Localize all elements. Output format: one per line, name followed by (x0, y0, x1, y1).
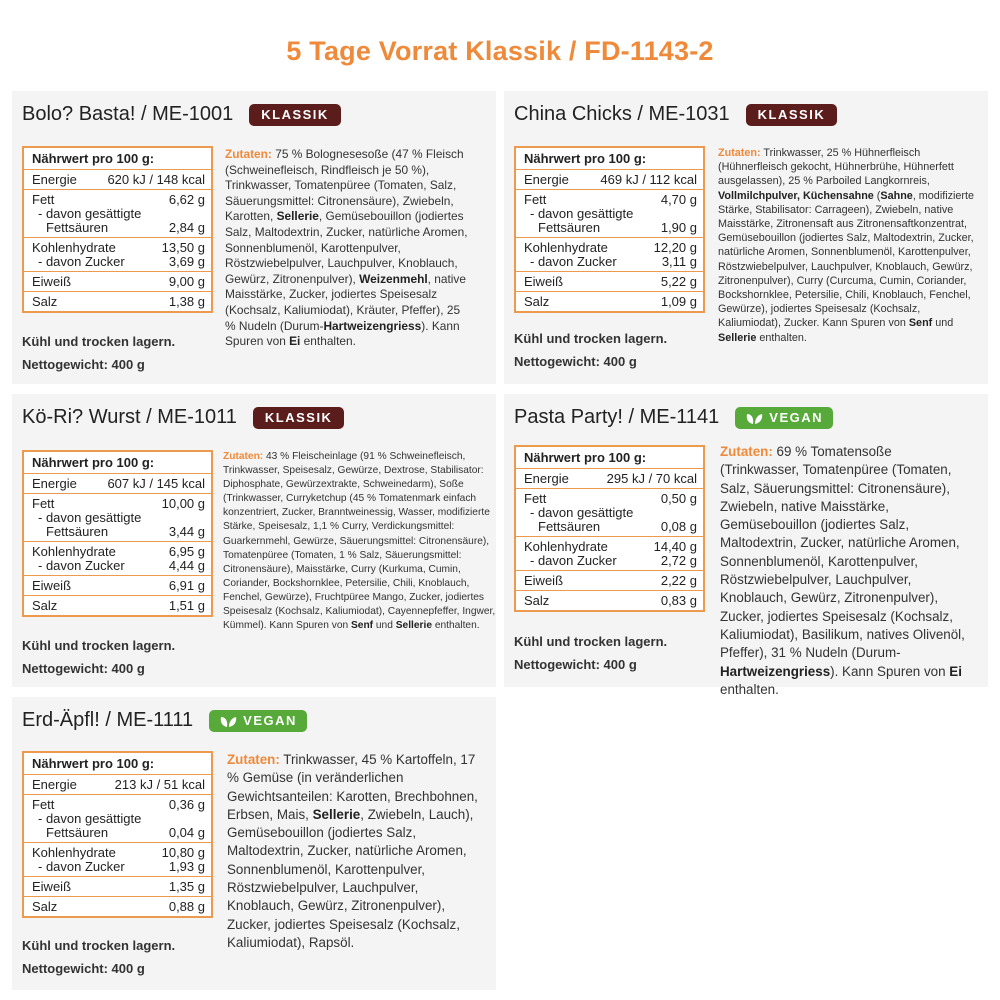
ingredients-segment: und (932, 317, 954, 330)
carbs-value: 6,95 g (168, 544, 205, 559)
ingredients-segment: enthalten. (431, 620, 480, 632)
product-badge (253, 407, 345, 429)
nutrition-row-protein (24, 876, 211, 896)
fat-label: Fett (524, 192, 547, 207)
nutrition-row-carbs (516, 536, 703, 570)
energy-value: 607 kJ / 145 kcal (107, 476, 205, 491)
storage-info (22, 934, 175, 980)
nutrition-header-row (24, 148, 211, 169)
ingredients-segment: Trinkwasser, 25 % Hühnerfleisch (Hühnerfleisch gekocht, Hühnerbrühe, Hühnerfett ausgelassen), 25 % Parboiled Langkornreis, (718, 147, 954, 188)
net-weight: Nettogewicht: 400 g (22, 961, 145, 976)
allergen: Senf (908, 317, 933, 330)
salt-value: 0,83 g (660, 593, 697, 608)
allergen: Sellerie (276, 209, 319, 224)
ingredients-segment: , native Maisstärke, Zucker, jodiertes Speisesalz (Kochsalz, Kaliumiodat), Kräuter, Pfeffer), 25 % Nudeln (Durum- (225, 271, 466, 333)
ingredients-body (223, 451, 495, 631)
protein-value: 5,22 g (660, 274, 697, 289)
product-card-1 (12, 91, 496, 384)
nutrition-table (22, 146, 213, 313)
saturated-label-1: - davon gesättigte (530, 206, 634, 221)
salt-label: Salz (32, 294, 58, 309)
ingredients-body (718, 147, 974, 344)
nutrition-table (514, 146, 705, 313)
nutrition-row-carbs (24, 541, 211, 575)
energy-label: Energie (32, 777, 77, 792)
product-badge (209, 710, 307, 732)
ingredients-segment: 75 % Bolognesesoße (47 % Fleisch (Schweinefleisch, Rindfleisch je 50 %), Trinkwasser, Tomatenpüree (Tomaten, Salz, Säuerungsmittel: Citronensäure), Zwiebeln, Karotten, (225, 147, 464, 224)
nutrition-header: Nährwert pro 100 g: (32, 455, 155, 470)
ingredients-text (225, 147, 472, 350)
nutrition-table (514, 445, 705, 612)
salt-label: Salz (32, 598, 58, 613)
protein-label: Eiweiß (32, 578, 72, 593)
nutrition-header: Nährwert pro 100 g: (32, 151, 155, 166)
protein-label: Eiweiß (32, 879, 72, 894)
allergen: Ei (289, 334, 301, 349)
fat-value: 0,36 g (168, 797, 205, 812)
allergen: Hartweizengriess (720, 663, 831, 679)
nutrition-row-energy (516, 468, 703, 488)
allergen: Sahne (880, 189, 913, 202)
allergen: Senf (350, 620, 374, 632)
nutrition-header: Nährwert pro 100 g: (524, 450, 647, 465)
energy-label: Energie (524, 172, 569, 187)
nutrition-row-energy (24, 473, 211, 493)
ingredients-label: Zutaten: (227, 752, 280, 767)
protein-value: 9,00 g (168, 274, 205, 289)
carbs-value: 10,80 g (161, 845, 205, 860)
card-header (22, 103, 341, 126)
badge-label: KLASSIK (261, 106, 329, 122)
product-title: Kö-Ri? Wurst / ME-1011 (22, 406, 237, 428)
protein-value: 2,22 g (660, 573, 697, 588)
protein-label: Eiweiß (524, 274, 564, 289)
leaf-icon (219, 714, 237, 728)
energy-value: 213 kJ / 51 kcal (114, 777, 205, 792)
nutrition-row-fat (24, 189, 211, 237)
carbs-value: 12,20 g (653, 240, 697, 255)
nutrition-row-carbs (516, 237, 703, 271)
page-title: 5 Tage Vorrat Klassik / FD-1143-2 (286, 36, 714, 66)
ingredients-segment: und (373, 620, 396, 632)
product-card-5 (12, 697, 496, 990)
saturated-value: 0,04 g (168, 825, 205, 840)
card-header (22, 406, 344, 429)
storage-info (22, 634, 175, 680)
protein-label: Eiweiß (32, 274, 72, 289)
saturated-value: 0,08 g (660, 519, 697, 534)
storage-text: Kühl und trocken lagern. (514, 331, 668, 346)
nutrition-row-salt (24, 595, 211, 615)
nutrition-row-energy (24, 169, 211, 189)
salt-value: 0,88 g (168, 899, 205, 914)
product-card-4 (504, 394, 988, 697)
net-weight: Nettogewicht: 400 g (22, 357, 145, 372)
carbs-label: Kohlenhydrate (32, 544, 116, 559)
salt-value: 1,09 g (660, 294, 697, 309)
saturated-value: 1,90 g (660, 220, 697, 235)
sugar-label: - davon Zucker (530, 254, 617, 269)
carbs-label: Kohlenhydrate (524, 240, 608, 255)
energy-label: Energie (524, 471, 569, 486)
saturated-label-2: Fettsäuren (538, 220, 601, 235)
sugar-value: 3,69 g (168, 254, 205, 269)
sugar-label: - davon Zucker (38, 859, 125, 874)
product-title: Pasta Party! / ME-1141 (514, 406, 720, 428)
net-weight: Nettogewicht: 400 g (514, 354, 637, 369)
fat-value: 6,62 g (168, 192, 205, 207)
energy-value: 469 kJ / 112 kcal (600, 172, 697, 187)
nutrition-header: Nährwert pro 100 g: (524, 151, 647, 166)
saturated-label-2: Fettsäuren (46, 524, 109, 539)
nutrition-row-energy (24, 774, 211, 794)
fat-label: Fett (32, 797, 55, 812)
saturated-value: 2,84 g (168, 220, 205, 235)
allergen: Ei (949, 663, 962, 679)
ingredients-text (223, 450, 501, 633)
nutrition-header-row (24, 452, 211, 473)
nutrition-row-energy (516, 169, 703, 189)
product-badge (735, 407, 833, 429)
saturated-label-2: Fettsäuren (538, 519, 601, 534)
card-header (22, 709, 307, 732)
nutrition-row-protein (516, 271, 703, 291)
salt-value: 1,51 g (168, 598, 205, 613)
ingredients-segment: , Gemüsebouillon (jodiertes Salz, Maltodextrin, Zucker, natürliche Aromen, Sonnenblumenöl, Karottenpulver, Röstzwiebelpulver, Lauchpulver, Knoblauch, Gewürz, Zitronenpulver), (225, 209, 468, 286)
nutrition-row-fat (516, 189, 703, 237)
nutrition-row-protein (24, 575, 211, 595)
saturated-label-1: - davon gesättigte (530, 505, 634, 520)
ingredients-segment: 43 % Fleischeinlage (91 % Schweinefleisch, Trinkwasser, Speisesalz, Gewürze, Dextrose, Stabilisator: Diphosphate, Gewürzextrakte, Schweinedarm), Soße (Trinkwasser, Curryketchup (45 % Tomatenmark einfach konzentriert, Zucker, Branntweinessig, Wasser, modifizierte Stärke, Speisesalz, 1,1 % Curry, Verdickungsmittel: Guarkernmehl, Gewürze, Säuerungsmittel: Citronensäure), Tomatenpüree (Tomaten, 1 % Salz, Säuerungsmittel: Citronensäure), Maisstärke, Curry (Kurkuma, Cumin, Coriander, Bockshornklee, Petersilie, Chili, Knoblauch, Fenchel, Gewürze), Fruchtpüree Mango, Zucker, jodiertes Speisesalz (Kochsalz, Kaliumiodat), Cayennepfeffer, Ingwer, Kümmel). Kann Spuren von (223, 451, 496, 632)
sugar-label: - davon Zucker (38, 254, 125, 269)
nutrition-header-row (516, 447, 703, 468)
allergen: Weizenmehl (359, 271, 428, 286)
energy-value: 295 kJ / 70 kcal (606, 471, 697, 486)
ingredients-segment: ). Kann Spuren von (830, 663, 950, 679)
protein-label: Eiweiß (524, 573, 564, 588)
ingredients-segment: , modifizierte Stärke, Stabilisator: Carrageen), Zwiebeln, native Maisstärke, Zitronensaft aus Zitronensaftkonzentrat, Gemüsebouillon (jodiertes Salz, Maltodextrin, Zucker, natürliche Aromen, Sonnenblumenöl, Karottenpulver, Röstzwiebelpulver, Lauchpulver, Knoblauch, Gewürz, Zitronenpulver), Curry (Curcuma, Cumin, Coriander, Bockshornklee, Petersilie, Chili, Knoblauch, Fenchel, Gewürze), jodiertes Speisesalz (Kochsalz, Kaliumiodat), Zucker. Kann Spuren von (718, 189, 975, 330)
product-title: China Chicks / ME-1031 (514, 103, 730, 125)
allergen: Sellerie (312, 806, 361, 822)
storage-text: Kühl und trocken lagern. (22, 638, 176, 653)
fat-label: Fett (524, 491, 547, 506)
saturated-label-1: - davon gesättigte (38, 510, 142, 525)
ingredients-text (720, 443, 972, 699)
nutrition-row-protein (516, 570, 703, 590)
carbs-label: Kohlenhydrate (32, 845, 116, 860)
sugar-value: 3,11 g (661, 254, 697, 269)
protein-value: 1,35 g (168, 879, 205, 894)
storage-info (514, 327, 667, 373)
badge-label: VEGAN (243, 712, 297, 728)
ingredients-body (720, 444, 965, 697)
ingredients-text (718, 146, 978, 345)
saturated-label-1: - davon gesättigte (38, 206, 142, 221)
nutrition-row-salt (516, 291, 703, 311)
ingredients-segment: ( (873, 189, 881, 202)
nutrition-table (22, 450, 213, 617)
nutrition-table (22, 751, 213, 918)
saturated-value: 3,44 g (168, 524, 205, 539)
fat-value: 0,50 g (660, 491, 697, 506)
salt-label: Salz (32, 899, 58, 914)
product-card-2 (504, 91, 988, 384)
carbs-label: Kohlenhydrate (32, 240, 116, 255)
allergen: Sellerie (718, 331, 757, 344)
allergen: Sellerie (395, 620, 432, 632)
energy-label: Energie (32, 172, 77, 187)
saturated-label-2: Fettsäuren (46, 220, 109, 235)
nutrition-header-row (516, 148, 703, 169)
storage-text: Kühl und trocken lagern. (514, 634, 668, 649)
card-header (514, 103, 837, 126)
sugar-label: - davon Zucker (530, 553, 617, 568)
ingredients-segment: ). Kann Spuren von (225, 318, 460, 349)
ingredients-label: Zutaten: (223, 451, 264, 462)
badge-label: KLASSIK (757, 106, 826, 122)
nutrition-row-carbs (24, 237, 211, 271)
ingredients-body (225, 147, 468, 348)
allergen: Vollmilchpulver, Küchensahne (718, 189, 874, 202)
nutrition-row-fat (516, 488, 703, 536)
saturated-label-1: - davon gesättigte (38, 811, 142, 826)
carbs-label: Kohlenhydrate (524, 539, 608, 554)
product-badge (249, 104, 341, 126)
ingredients-label: Zutaten: (718, 147, 761, 159)
carbs-value: 13,50 g (161, 240, 205, 255)
energy-value: 620 kJ / 148 kcal (107, 172, 205, 187)
storage-info (514, 630, 667, 676)
product-title: Bolo? Basta! / ME-1001 (22, 103, 234, 125)
nutrition-row-carbs (24, 842, 211, 876)
ingredients-segment: 69 % Tomatensoße (Trinkwasser, Tomatenpüree (Tomaten, Salz, Säuerungsmittel: Citronensäure), Zwiebeln, native Maisstärke, Gemüsebouillon (jodiertes Salz, Maltodextrin, Zucker, natürliche Aromen, Sonnenblumenöl, Karottenpulver, Röstzwiebelpulver, Lauchpulver, Knoblauch, Gewürz, Zitronenpulver), Zucker, jodiertes Speisesalz (Kochsalz, Kaliumiodat), Basilikum, natives Olivenöl, Pfeffer), 31 % Nudeln (Durum- (720, 444, 965, 661)
salt-label: Salz (524, 593, 550, 608)
nutrition-row-fat (24, 794, 211, 842)
saturated-label-2: Fettsäuren (46, 825, 109, 840)
nutrition-header-row (24, 753, 211, 774)
fat-value: 4,70 g (660, 192, 697, 207)
nutrition-header: Nährwert pro 100 g: (32, 756, 155, 771)
storage-text: Kühl und trocken lagern. (22, 938, 176, 953)
ingredients-segment: enthalten. (300, 334, 356, 349)
product-badge (746, 104, 838, 126)
card-header (514, 406, 833, 429)
product-title: Erd-Äpfl! / ME-1111 (22, 709, 194, 731)
ingredients-label: Zutaten: (720, 444, 773, 459)
product-card-3 (12, 394, 496, 687)
ingredients-segment: , Zwiebeln, Lauch), Gemüsebouillon (jodiertes Salz, Maltodextrin, Zucker, natürliche Aromen, Sonnenblumenöl, Karottenpulver, Röstzwiebelpulver, Lauchpulver, Knoblauch, Gewürz, Zitronenpulver), Zucker, jodiertes Speisesalz (Kochsalz, Kaliumiodat), Rapsöl. (227, 806, 474, 950)
storage-text: Kühl und trocken lagern. (22, 334, 176, 349)
net-weight: Nettogewicht: 400 g (22, 661, 145, 676)
ingredients-text (227, 751, 482, 952)
leaf-icon (745, 411, 763, 425)
ingredients-segment: Trinkwasser, 45 % Kartoffeln, 17 % Gemüse (in veränderlichen Gewichtsanteilen: Karotten, Brechbohnen, Erbsen, Mais, (227, 752, 478, 822)
ingredients-segment: enthalten. (756, 331, 807, 344)
salt-label: Salz (524, 294, 550, 309)
salt-value: 1,38 g (168, 294, 205, 309)
ingredients-segment: enthalten. (720, 681, 779, 697)
sugar-value: 4,44 g (168, 558, 205, 573)
fat-label: Fett (32, 496, 55, 511)
nutrition-row-protein (24, 271, 211, 291)
energy-label: Energie (32, 476, 77, 491)
nutrition-row-salt (24, 896, 211, 916)
badge-label: KLASSIK (264, 409, 333, 425)
sugar-label: - davon Zucker (38, 558, 125, 573)
protein-value: 6,91 g (168, 578, 205, 593)
ingredients-body (227, 752, 478, 950)
fat-value: 10,00 g (161, 496, 205, 511)
fat-label: Fett (32, 192, 55, 207)
net-weight: Nettogewicht: 400 g (514, 657, 637, 672)
allergen: Hartweizengriess (323, 318, 422, 333)
ingredients-label: Zutaten: (225, 147, 272, 161)
nutrition-row-salt (24, 291, 211, 311)
sugar-value: 2,72 g (660, 553, 697, 568)
carbs-value: 14,40 g (653, 539, 697, 554)
sugar-value: 1,93 g (168, 859, 205, 874)
storage-info (22, 330, 175, 376)
nutrition-row-fat (24, 493, 211, 541)
badge-label: VEGAN (769, 409, 824, 425)
nutrition-row-salt (516, 590, 703, 610)
